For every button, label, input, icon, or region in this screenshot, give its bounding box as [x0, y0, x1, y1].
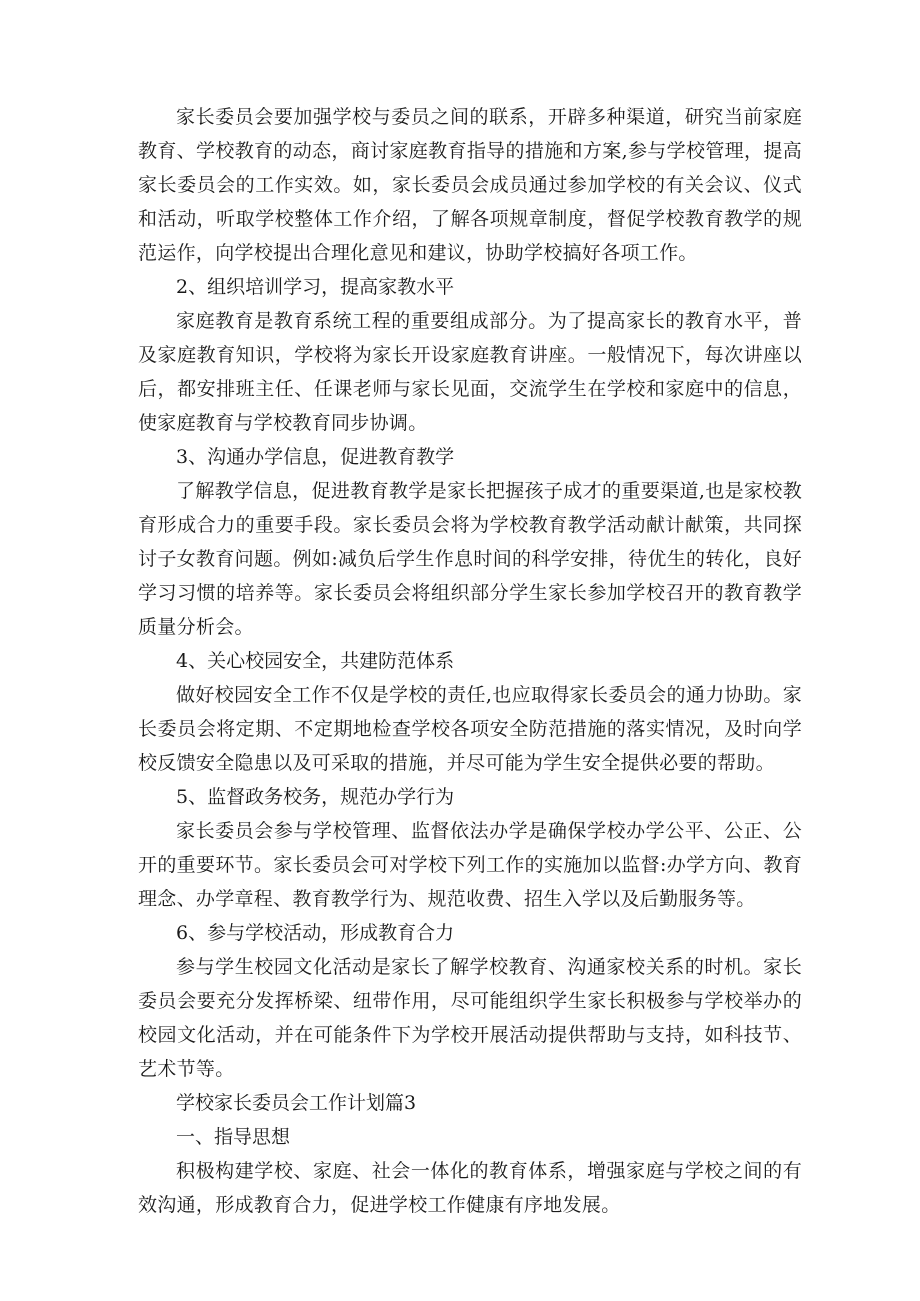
heading-guiding-thought: 一、指导思想: [176, 1126, 291, 1148]
paragraph-safety: 做好校园安全工作不仅是学校的责任,也应取得家长委员会的通力协助。家长委员会将定期、不定期地检查学校各项安全防范措施的落实情况，及时向学校反馈安全隐患以及可采取的措施，并尽可能为学生安全提供必要的帮助。: [138, 684, 802, 774]
heading-safety: 4、关心校园安全，共建防范体系: [176, 650, 455, 672]
heading-training: 2、组织培训学习，提高家教水平: [176, 276, 455, 298]
section-title-part3: 学校家长委员会工作计划篇3: [176, 1092, 417, 1114]
heading-communication: 3、沟通办学信息，促进教育教学: [176, 446, 455, 468]
paragraph-communication: 了解教学信息，促进教育教学是家长把握孩子成才的重要渠道,也是家校教育形成合力的重要手段。家长委员会将为学校教育教学活动献计献策，共同探讨子女教育问题。例如:减负后学生作息时间的科学安排，待优生的转化，良好学习习惯的培养等。家长委员会将组织部分学生家长参加学校召开的教育教学质量分析会。: [138, 480, 802, 638]
document-body: [138, 100, 802, 1222]
paragraph-training: 家庭教育是教育系统工程的重要组成部分。为了提高家长的教育水平，普及家庭教育知识，学校将为家长开设家庭教育讲座。一般情况下，每次讲座以后，都安排班主任、任课老师与家长见面，交流学生在学校和家庭中的信息，使家庭教育与学校教育同步协调。: [138, 310, 802, 434]
heading-activities: 6、参与学校活动，形成教育合力: [176, 922, 455, 944]
paragraph-guiding-thought: 积极构建学校、家庭、社会一体化的教育体系，增强家庭与学校之间的有效沟通，形成教育合力，促进学校工作健康有序地发展。: [138, 1160, 802, 1216]
paragraph-activities: 参与学生校园文化活动是家长了解学校教育、沟通家校关系的时机。家长委员会要充分发挥桥梁、纽带作用，尽可能组织学生家长积极参与学校举办的校园文化活动，并在可能条件下为学校开展活动提供帮助与支持，如科技节、艺术节等。: [138, 956, 802, 1080]
paragraph-supervision: 家长委员会参与学校管理、监督依法办学是确保学校办学公平、公正、公开的重要环节。家长委员会可对学校下列工作的实施加以监督:办学方向、教育理念、办学章程、教育教学行为、规范收费、招生入学以及后勤服务等。: [138, 820, 802, 910]
paragraph-liaison: 家长委员会要加强学校与委员之间的联系，开辟多种渠道，研究当前家庭教育、学校教育的动态，商讨家庭教育指导的措施和方案,参与学校管理，提高家长委员会的工作实效。如，家长委员会成员通过参加学校的有关会议、仪式和活动，听取学校整体工作介绍，了解各项规章制度，督促学校教育教学的规范运作，向学校提出合理化意见和建议，协助学校搞好各项工作。: [138, 106, 802, 264]
heading-supervision: 5、监督政务校务，规范办学行为: [176, 786, 455, 808]
